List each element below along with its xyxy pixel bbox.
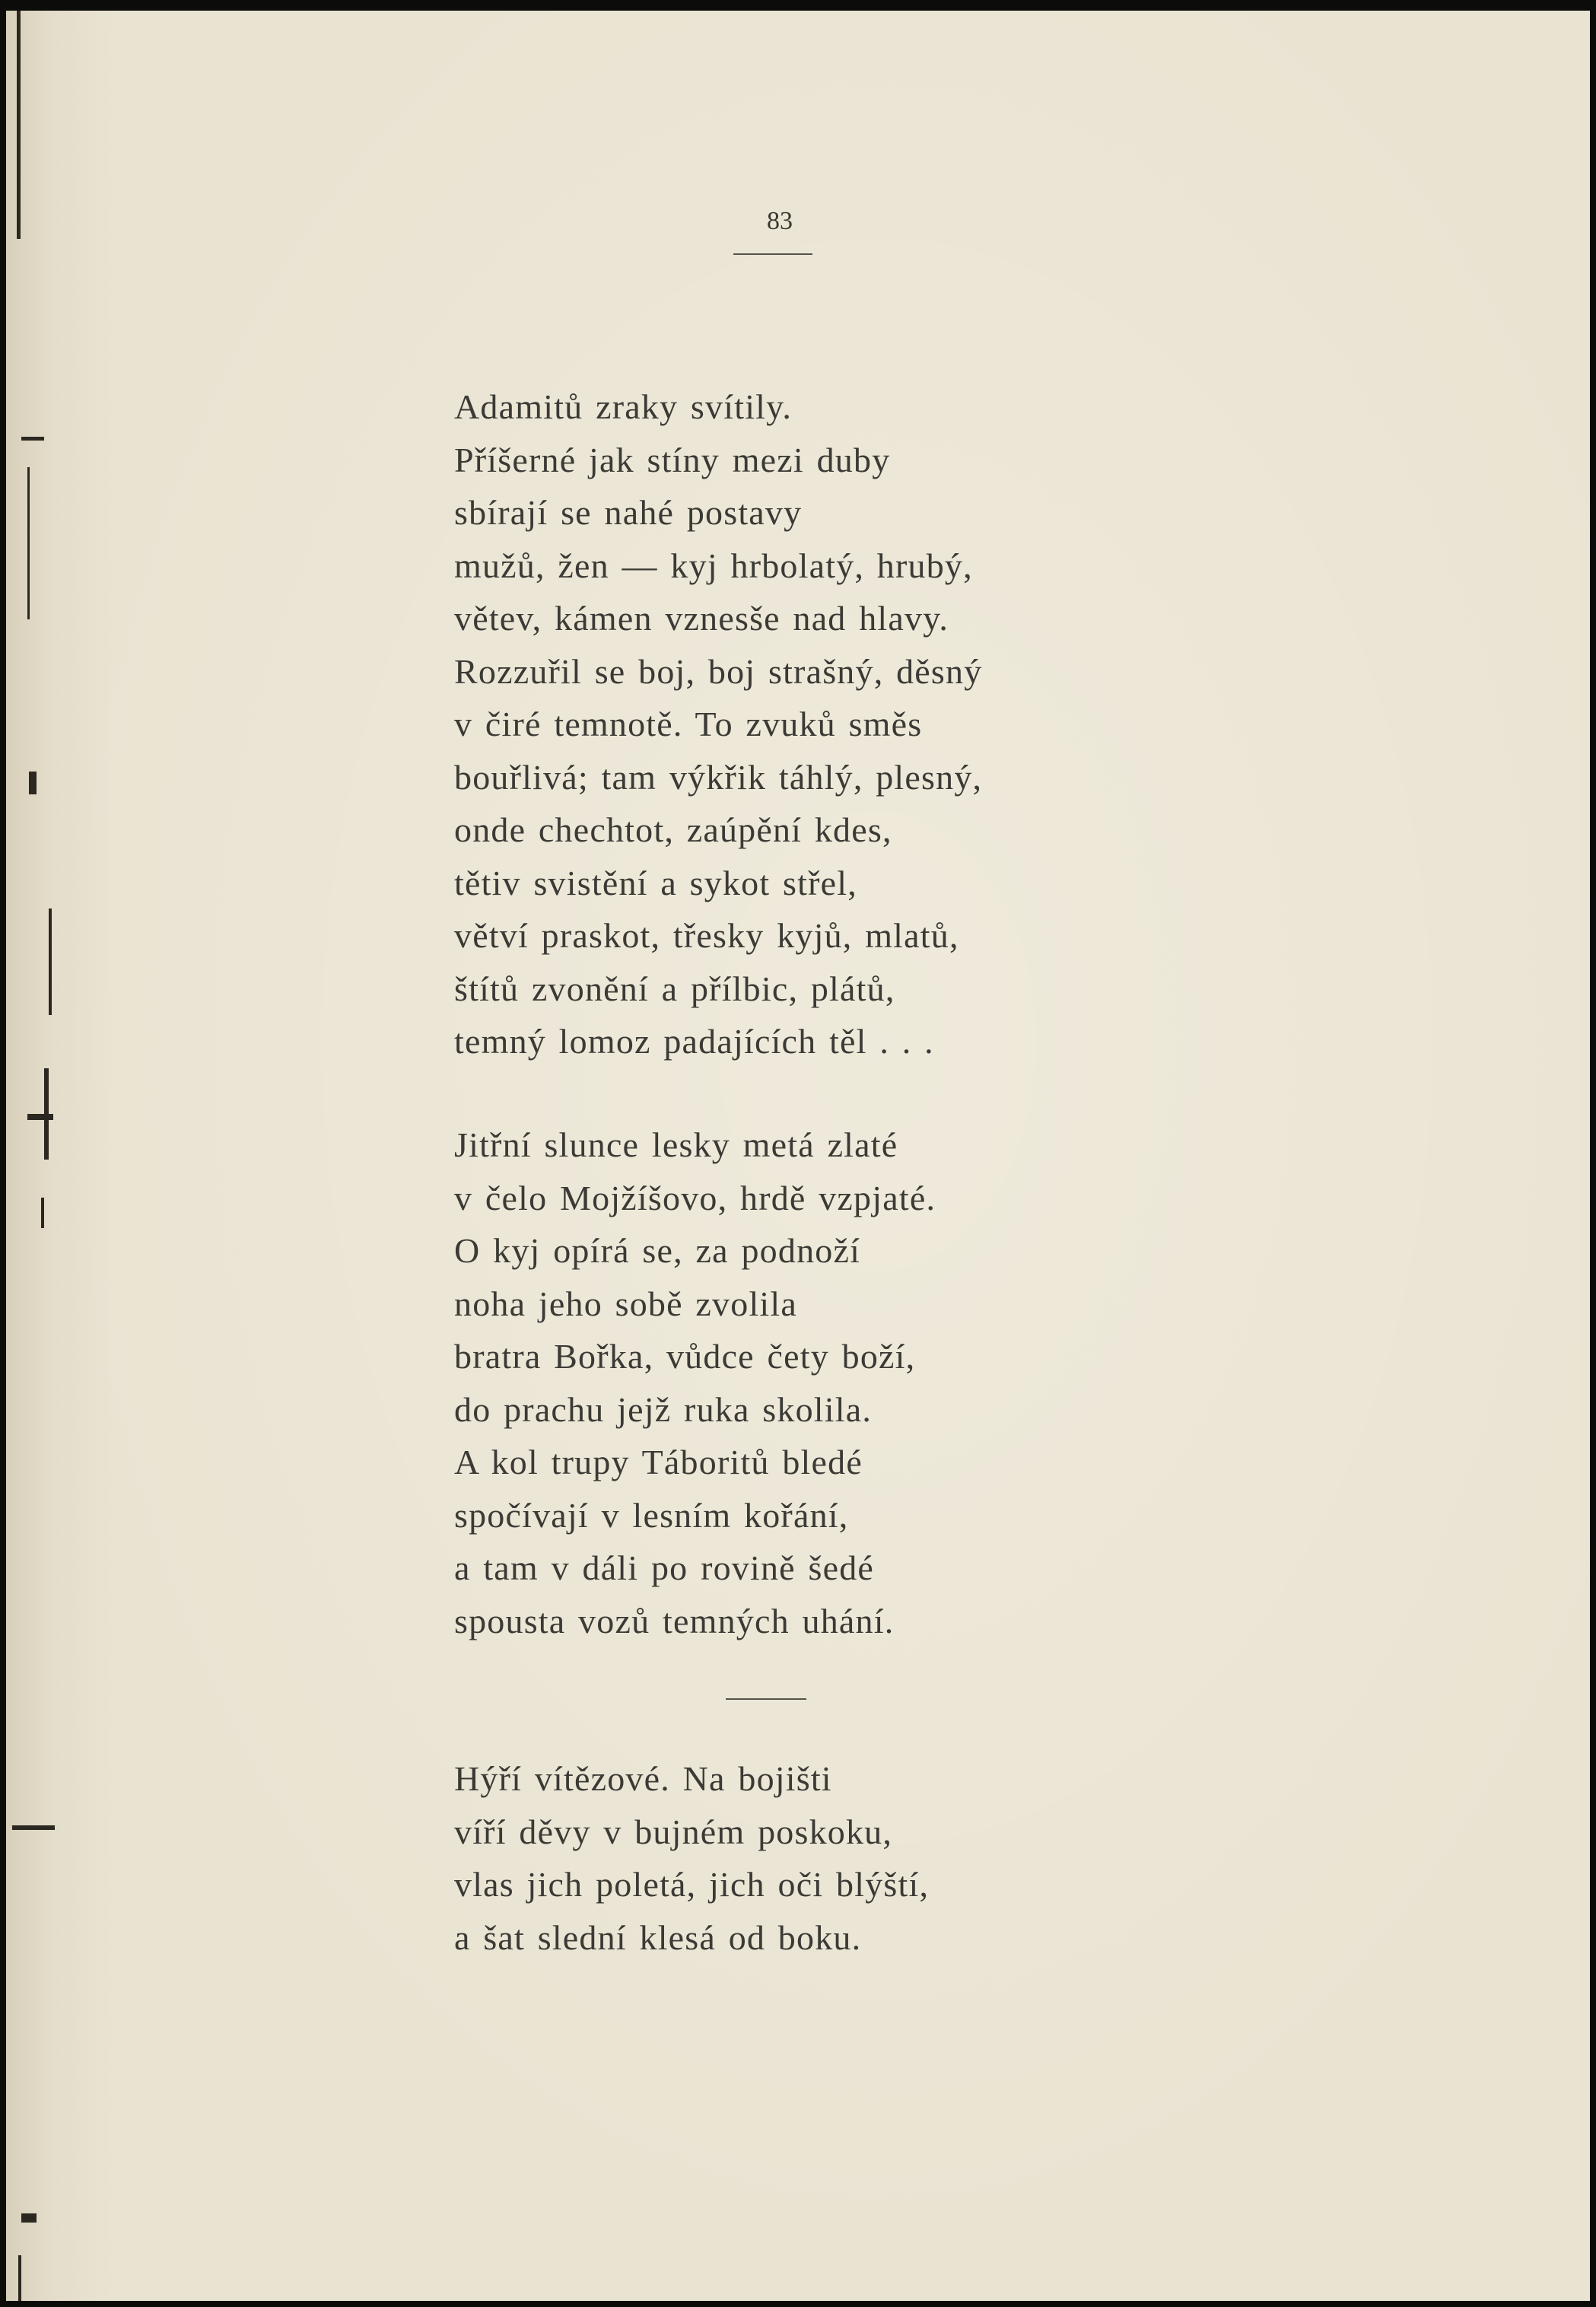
- verse-line: mužů, žen — kyj hrbolatý, hrubý,: [454, 546, 973, 585]
- verse-line: temný lomoz padajících těl . . .: [454, 1022, 934, 1061]
- verse-line: O kyj opírá se, za podnoží: [454, 1231, 861, 1270]
- verse-line: a šat slední klesá od boku.: [454, 1917, 862, 1957]
- gutter-mark: [41, 1198, 44, 1228]
- binding-gutter: [6, 11, 59, 2301]
- gutter-mark: [17, 11, 21, 239]
- verse-line: do prachu jejž ruka skolila.: [454, 1389, 873, 1429]
- verse-line: spočívají v lesním kořání,: [454, 1495, 849, 1535]
- verse-line: Jitřní slunce lesky metá zlaté: [454, 1125, 898, 1164]
- gutter-mark: [18, 2255, 21, 2301]
- verse-line: Příšerné jak stíny mezi duby: [454, 440, 891, 479]
- verse-line: sbírají se nahé postavy: [454, 493, 803, 532]
- verse-line: a tam v dáli po rovině šedé: [454, 1548, 875, 1587]
- gutter-mark: [12, 1825, 55, 1830]
- gutter-mark: [29, 772, 37, 794]
- stanza-3: [454, 1752, 929, 1964]
- verse-line: v čelo Mojžíšovo, hrdě vzpjaté.: [454, 1178, 936, 1217]
- verse-line: štítů zvonění a přílbic, plátů,: [454, 969, 895, 1008]
- stanza-2: [454, 1118, 936, 1647]
- verse-line: onde chechtot, zaúpění kdes,: [454, 810, 892, 849]
- verse-line: větev, kámen vznesše nad hlavy.: [454, 599, 949, 638]
- gutter-mark: [21, 2213, 37, 2223]
- verse-line: spousta vozů temných uhání.: [454, 1601, 895, 1640]
- verse-line: tětiv svistění a sykot střel,: [454, 863, 857, 902]
- verse-line: bouřlivá; tam výkřik táhlý, plesný,: [454, 757, 983, 797]
- verse-line: vlas jich poletá, jich oči blýští,: [454, 1865, 930, 1904]
- gutter-mark: [27, 467, 30, 619]
- gutter-mark: [21, 437, 44, 441]
- stanza-1: [454, 380, 982, 1068]
- section-divider: [726, 1698, 806, 1700]
- verse-line: noha jeho sobě zvolila: [454, 1284, 798, 1323]
- verse-line: A kol trupy Táboritů bledé: [454, 1443, 863, 1481]
- verse-line: Rozzuřil se boj, boj strašný, děsný: [454, 651, 983, 691]
- page-number: 83: [767, 207, 793, 235]
- verse-line: bratra Bořka, vůdce čety boží,: [454, 1337, 916, 1376]
- gutter-mark: [49, 908, 52, 1015]
- verse-line: víří děvy v bujném poskoku,: [454, 1812, 893, 1851]
- page-number-rule: [733, 253, 812, 255]
- verse-line: v čiré temnotě. To zvuků směs: [454, 705, 923, 743]
- verse-line: větví praskot, třesky kyjů, mlatů,: [454, 916, 959, 955]
- gutter-mark: [27, 1114, 53, 1120]
- verse-line: Hýří vítězové. Na bojišti: [454, 1759, 832, 1798]
- verse-line: Adamitů zraky svítily.: [454, 387, 793, 426]
